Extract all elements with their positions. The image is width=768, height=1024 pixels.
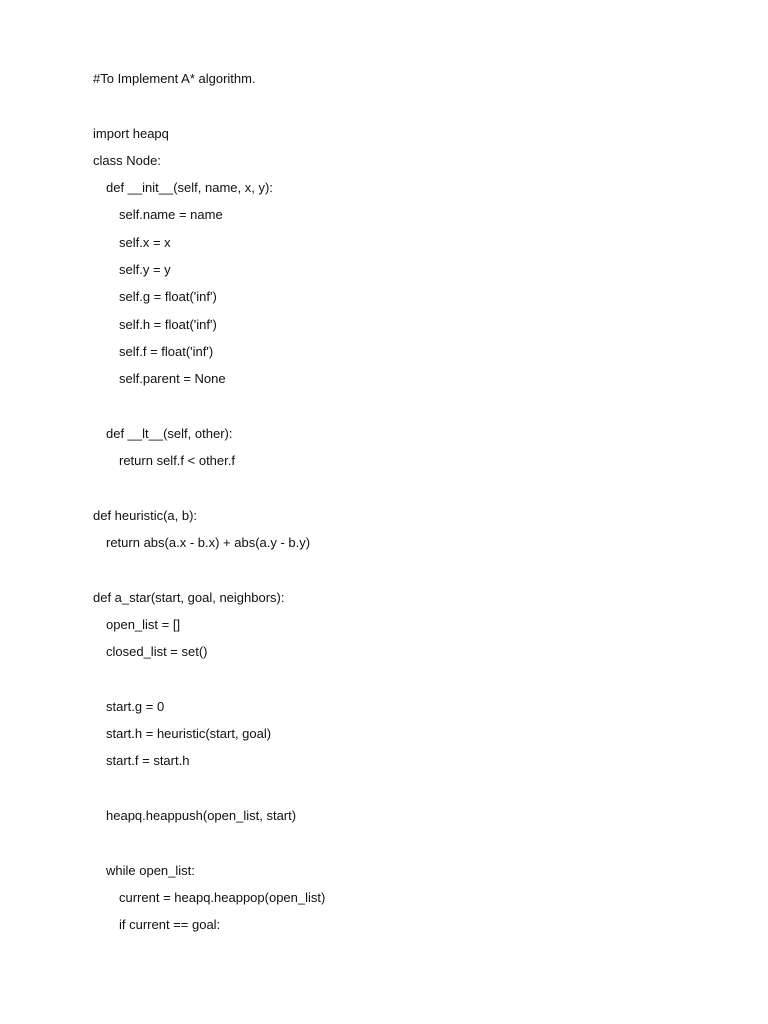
code-line: self.g = float('inf'): [119, 289, 217, 305]
code-line: import heapq: [93, 125, 169, 141]
blank-line: [93, 832, 733, 859]
blank-line: [93, 477, 733, 504]
comment-line: #To Implement A* algorithm.: [93, 71, 256, 86]
code-line: current = heapq.heappop(open_list): [119, 889, 326, 905]
code-line: class Node:: [93, 152, 161, 168]
code-line: self.parent = None: [119, 371, 226, 387]
blank-line: [93, 559, 733, 586]
code-line: self.x = x: [119, 234, 171, 250]
code-line: heapq.heappush(open_list, start): [106, 808, 297, 824]
code-line: self.h = float('inf'): [119, 316, 217, 332]
blank-line: [93, 669, 733, 696]
code-line: def heuristic(a, b):: [93, 507, 198, 523]
code-line: start.h = heuristic(start, goal): [106, 726, 272, 742]
code-line: return self.f < other.f: [119, 453, 235, 469]
code-line: self.f = float('inf'): [119, 343, 214, 359]
code-line: def __lt__(self, other):: [106, 425, 233, 441]
blank-line: [93, 95, 733, 122]
code-line: start.g = 0: [106, 698, 165, 714]
code-line: self.y = y: [119, 262, 171, 278]
code-line: open_list = []: [106, 616, 181, 632]
code-line: return abs(a.x - b.x) + abs(a.y - b.y): [106, 535, 311, 551]
code-line: def a_star(start, goal, neighbors):: [93, 589, 285, 605]
code-line: if current == goal:: [119, 917, 221, 933]
code-line: closed_list = set(): [106, 644, 208, 660]
blank-line: [93, 778, 733, 805]
code-line: while open_list:: [106, 862, 195, 878]
code-line: start.f = start.h: [106, 753, 190, 769]
blank-line: [93, 396, 733, 423]
document-body: [93, 68, 733, 942]
code-line: self.name = name: [119, 207, 223, 223]
code-line: def __init__(self, name, x, y):: [106, 180, 273, 196]
